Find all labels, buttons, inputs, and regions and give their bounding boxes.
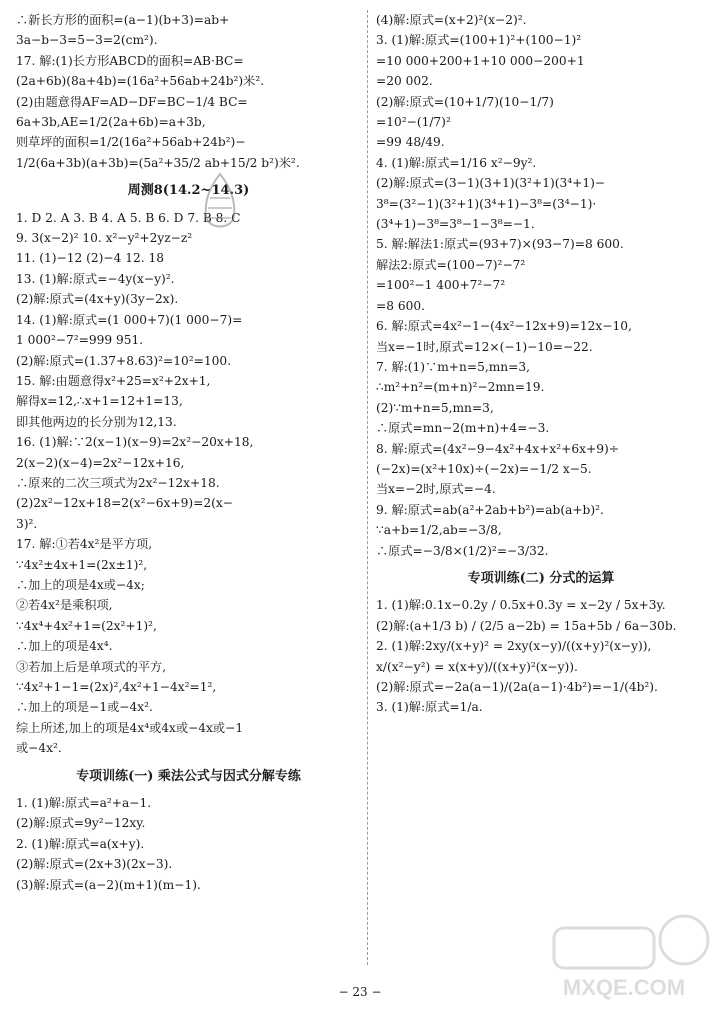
answer-line: =8 600. <box>376 298 425 313</box>
answer-line: 8. 解:原式=(4x²−9−4x²+4x+x²+6x+9)÷ <box>376 441 619 456</box>
answer-line: (2)2x²−12x+18=2(x²−6x+9)=2(x− <box>16 496 233 511</box>
answer-line: 7. 解:(1)∵m+n=5,mn=3, <box>376 359 530 374</box>
answer-line: (−2x)=(x²+10x)÷(−2x)=−1/2 x−5. <box>376 461 592 476</box>
answer-line: 2. (1)解:原式=a(x+y). <box>16 836 145 851</box>
answer-line: 5. 解:解法1:原式=(93+7)×(93−7)=8 600. <box>376 237 624 252</box>
answer-line: 综上所述,加上的项是4x⁴或4x或−4x或−1 <box>16 720 244 735</box>
sticker-icon <box>190 168 250 240</box>
answer-line: 2(x−2)(x−4)=2x²−12x+16, <box>16 455 185 470</box>
answer-line: =10 000+200+1+10 000−200+1 <box>376 53 585 68</box>
answer-line: ∵4x²+1−1=(2x)²,4x²+1−4x²=1², <box>16 680 217 694</box>
answer-line: 解法2:原式=(100−7)²−7² <box>376 257 526 272</box>
answer-line: (2)解:原式=(3−1)(3+1)(3²+1)(3⁴+1)− <box>376 176 606 191</box>
answer-line: ∴加上的项是−1或−4x². <box>16 700 153 715</box>
answer-line: (2)解:(a+1/3 b) / (2/5 a−2b) = 15a+5b / 6a−30b. <box>376 618 677 633</box>
answer-line: ∴加上的项是4x⁴. <box>16 639 113 654</box>
answer-line: (2)∵m+n=5,mn=3, <box>376 400 494 415</box>
answer-line: ∴原来的二次三项式为2x²−12x+18. <box>16 475 220 490</box>
answer-line: 9. 解:原式=ab(a²+2ab+b²)=ab(a+b)². <box>376 502 604 517</box>
answer-line: ∵4x²±4x+1=(2x±1)², <box>16 557 148 572</box>
answer-line: 1 000²−7²=999 951. <box>16 333 144 348</box>
answer-line: 9. 3(x−2)² 10. x²−y²+2yz−z² <box>16 231 193 246</box>
answer-line: 3a−b−3=5−3=2(cm²). <box>16 33 158 48</box>
answer-line: 1/2(6a+3b)(a+3b)=(5a²+35/2 ab+15/2 b²)米². <box>16 155 300 170</box>
answer-line: 11. (1)−12 (2)−4 12. 18 <box>16 251 164 266</box>
answer-line: 6. 解:原式=4x²−1−(4x²−12x+9)=12x−10, <box>376 319 632 334</box>
answer-line: ③若加上后是单项式的平方, <box>16 659 167 674</box>
answer-line: =99 48/49. <box>376 135 445 150</box>
answer-line: (2)解:原式=(2x+3)(2x−3). <box>16 857 173 872</box>
answer-line: (2)由题意得AF=AD−DF=BC−1/4 BC= <box>16 94 248 109</box>
answer-line: 13. (1)解:原式=−4y(x−y)². <box>16 271 175 286</box>
answer-line: =10²−(1/7)² <box>376 115 451 130</box>
answer-line: ∵a+b=1/2,ab=−3/8, <box>376 523 502 538</box>
answer-line: ②若4x²是乘积项, <box>16 598 113 613</box>
answer-line: x/(x²−y²) = x(x+y)/((x+y)²(x−y)). <box>376 659 578 674</box>
answer-line: 当x=−1时,原式=12×(−1)−10=−22. <box>376 339 593 354</box>
answer-line: (3⁴+1)−3⁸=3⁸−1−3⁸=−1. <box>376 217 535 232</box>
answer-line: 或−4x². <box>16 741 62 756</box>
answer-line: 即其他两边的长分别为12,13. <box>16 414 177 429</box>
answer-line: 14. (1)解:原式=(1 000+7)(1 000−7)= <box>16 312 243 327</box>
answer-line: (2a+6b)(8a+4b)=(16a²+56ab+24b²)米². <box>16 74 265 89</box>
right-column <box>376 10 706 718</box>
answer-line: =100²−1 400+7²−7² <box>376 278 506 293</box>
answer-line: 3. (1)解:原式=(100+1)²+(100−1)² <box>376 33 582 48</box>
answer-line: (2)解:原式=(10+1/7)(10−1/7) <box>376 94 554 109</box>
answer-line: (3)解:原式=(a−2)(m+1)(m−1). <box>16 877 201 892</box>
answer-line: 3⁸=(3²−1)(3²+1)(3⁴+1)−3⁸=(3⁴−1)· <box>376 196 597 211</box>
answer-line: 15. 解:由题意得x²+25=x²+2x+1, <box>16 373 211 388</box>
answer-line: 解得x=12,∴x+1=12+1=13, <box>16 394 183 409</box>
answer-line: 当x=−2时,原式=−4. <box>376 482 496 497</box>
section-heading: 专项训练(一) 乘法公式与因式分解专练 <box>76 768 301 784</box>
svg-text:MXQE.COM: MXQE.COM <box>562 975 686 1000</box>
answer-line: ∴原式=mn−2(m+n)+4=−3. <box>376 421 550 436</box>
answer-line: (2)解:原式=−2a(a−1)/(2a(a−1)·4b²)=−1/(4b²). <box>376 680 658 694</box>
section-heading: 专项训练(二) 分式的运算 <box>467 570 615 586</box>
answer-line: 则草坪的面积=1/2(16a²+56ab+24b²)− <box>16 135 246 150</box>
section-heading: 周测8(14.2~14.3) <box>127 183 250 199</box>
left-column <box>16 10 361 895</box>
answer-line: ∵4x⁴+4x²+1=(2x²+1)², <box>16 618 157 633</box>
answer-line: ∴原式=−3/8×(1/2)²=−3/32. <box>376 543 549 558</box>
answer-line: (2)解:原式=(1.37+8.63)²=10²=100. <box>16 353 231 368</box>
answer-line: 3. (1)解:原式=1/a. <box>376 700 483 715</box>
answer-line: ∴新长方形的面积=(a−1)(b+3)=ab+ <box>16 13 230 27</box>
answer-line: 4. (1)解:原式=1/16 x²−9y². <box>376 155 537 170</box>
answer-line: (4)解:原式=(x+2)²(x−2)². <box>376 13 527 27</box>
answer-line: ∴m²+n²=(m+n)²−2mn=19. <box>376 380 545 395</box>
answer-line: =20 002. <box>376 74 433 89</box>
answer-line: 17. 解:(1)长方形ABCD的面积=AB·BC= <box>16 53 244 68</box>
answer-line: (2)解:原式=(4x+y)(3y−2x). <box>16 292 179 307</box>
watermark-logo <box>534 910 714 1005</box>
answer-line: 1. (1)解:0.1x−0.2y / 0.5x+0.3y = x−2y / 5x+3y. <box>376 598 666 613</box>
answer-line: 3)². <box>16 516 38 531</box>
answer-line: (2)解:原式=9y²−12xy. <box>16 816 146 831</box>
answer-line: 16. (1)解:∵2(x−1)(x−9)=2x²−20x+18, <box>16 435 254 450</box>
answer-line: 1. (1)解:原式=a²+a−1. <box>16 796 152 811</box>
answer-line: 6a+3b,AE=1/2(2a+6b)=a+3b, <box>16 115 206 130</box>
answer-line: 2. (1)解:2xy/(x+y)² = 2xy(x−y)/((x+y)²(x−y)), <box>376 639 652 654</box>
page-number: − 23 − <box>338 985 382 999</box>
answer-line: 17. 解:①若4x²是平方项, <box>16 537 153 552</box>
answer-line: ∴加上的项是4x或−4x; <box>16 577 145 592</box>
answer-line: 1. D 2. A 3. B 4. A 5. B 6. D 7. B 8. C <box>16 210 241 225</box>
column-divider <box>367 10 368 965</box>
